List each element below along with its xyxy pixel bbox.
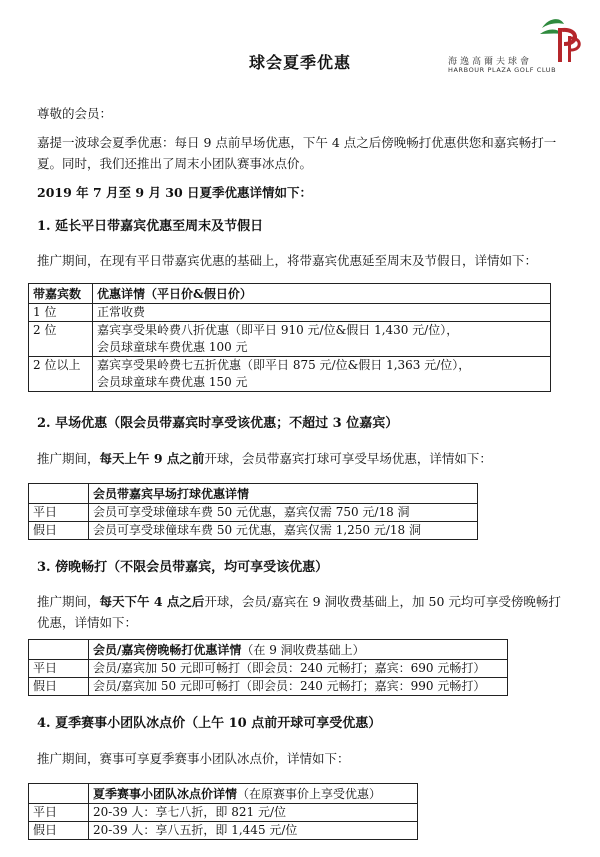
- table-cell: 1 位: [29, 304, 93, 322]
- table-cell: 平日: [29, 504, 89, 522]
- desc-text: 推广期间，: [37, 594, 100, 609]
- table-row: [29, 322, 551, 357]
- intro-paragraph: 嘉提一波球会夏季优惠：每日 9 点前早场优惠，下午 4 点之后傍晚畅打优惠供您和嘉宾畅打一夏。同时，我们还推出了周末小团队赛事冰点价。: [37, 135, 557, 171]
- table-header-cell: [29, 784, 89, 804]
- section-1-heading: 1. 延长平日带嘉宾优惠至周末及节假日: [37, 219, 264, 234]
- club-name-cn: 海逸高爾夫球會: [448, 57, 533, 67]
- desc-text: 开球，会员带嘉宾打球可享受早场优惠，详情如下：: [204, 451, 492, 466]
- table-cell: 假日: [29, 522, 89, 540]
- promo-period: 2019 年 7 月至 9 月 30 日夏季优惠详情如下：: [37, 185, 313, 200]
- table-row: [29, 822, 418, 840]
- table-cell: 2 位: [29, 322, 93, 357]
- cell-line: 嘉宾享受果岭费七五折优惠（即平日 875 元/位&假日 1,363 元/位），: [97, 358, 471, 372]
- table-cell: 2 位以上: [29, 357, 93, 392]
- cell-line: 会员球童球车费优惠 100 元: [97, 340, 248, 354]
- header-bold: 会员/嘉宾傍晚畅打优惠详情: [93, 643, 242, 657]
- table-row: [29, 357, 551, 392]
- table-header-row: [29, 784, 418, 804]
- cell-line: 会员球童球车费优惠 150 元: [97, 375, 248, 389]
- table-cell: 会员可享受球僮球车费 50 元优惠，嘉宾仅需 1,250 元/18 洞: [89, 522, 478, 540]
- club-name-en: HARBOUR PLAZA GOLF CLUB: [448, 66, 557, 74]
- table-header-row: [29, 284, 551, 304]
- section-3-table: [28, 639, 508, 696]
- table-header-row: [29, 640, 508, 660]
- table-row: [29, 522, 478, 540]
- table-cell: 会员/嘉宾加 50 元即可畅打（即会员：240 元畅打；嘉宾：690 元畅打）: [89, 660, 508, 678]
- table-row: [29, 804, 418, 822]
- table-header-cell: [89, 784, 418, 804]
- table-cell: 平日: [29, 804, 89, 822]
- header-normal: （在原赛事价上享受优惠）: [237, 787, 382, 801]
- table-header-row: [29, 484, 478, 504]
- table-row: [29, 678, 508, 696]
- table-cell: 假日: [29, 822, 89, 840]
- table-row: [29, 504, 478, 522]
- table-cell: [93, 357, 551, 392]
- table-cell: 平日: [29, 660, 89, 678]
- page-title: 球会夏季优惠: [248, 53, 351, 72]
- table-header-cell: 带嘉宾数: [29, 284, 93, 304]
- header-normal: （在 9 洞收费基础上）: [241, 643, 365, 657]
- greeting: 尊敬的会员：: [37, 106, 113, 121]
- desc-text: 推广期间，: [37, 451, 100, 466]
- table-header-cell: [89, 640, 508, 660]
- section-2-desc: [37, 448, 567, 469]
- table-cell: 会员/嘉宾加 50 元即可畅打（即会员：240 元畅打；嘉宾：990 元畅打）: [89, 678, 508, 696]
- table-cell: 20-39 人：享八五折，即 1,445 元/位: [89, 822, 418, 840]
- section-2-table: [28, 483, 478, 540]
- table-row: [29, 304, 551, 322]
- header-bold: 夏季赛事小团队冰点价详情: [93, 787, 238, 801]
- table-header-cell: 优惠详情（平日价&假日价）: [93, 284, 551, 304]
- table-header-cell: [29, 484, 89, 504]
- table-cell: [93, 322, 551, 357]
- section-4-table: [28, 783, 418, 840]
- section-2-heading: 2. 早场优惠（限会员带嘉宾时享受该优惠；不超过 3 位嘉宾）: [37, 416, 399, 431]
- table-header-cell: 会员带嘉宾早场打球优惠详情: [89, 484, 478, 504]
- section-4-heading: 4. 夏季赛事小团队冰点价（上午 10 点前开球可享受优惠）: [37, 716, 382, 731]
- table-cell: 20-39 人：享七八折，即 821 元/位: [89, 804, 418, 822]
- cell-line: 嘉宾享受果岭费八折优惠（即平日 910 元/位&假日 1,430 元/位），: [97, 323, 459, 337]
- section-1-desc: 推广期间，在现有平日带嘉宾优惠的基础上，将带嘉宾优惠延至周末及节假日，详情如下：: [37, 253, 538, 268]
- desc-emphasis: 每天上午 9 点之前: [99, 451, 205, 466]
- table-header-cell: [29, 640, 89, 660]
- section-3-heading: 3. 傍晚畅打（不限会员带嘉宾，均可享受该优惠）: [37, 560, 329, 575]
- table-cell: 会员可享受球僮球车费 50 元优惠，嘉宾仅需 750 元/18 洞: [89, 504, 478, 522]
- section-1-table: [28, 283, 551, 392]
- table-cell: 正常收费: [93, 304, 551, 322]
- desc-text: 开球，会员/嘉宾在 9 洞收费基础上，加 50 元均可享受傍晚畅打优惠，详情如下：: [37, 594, 561, 630]
- desc-emphasis: 每天下午 4 点之后: [99, 594, 205, 609]
- table-row: [29, 660, 508, 678]
- section-4-desc: 推广期间，赛事可享夏季赛事小团队冰点价，详情如下：: [37, 751, 350, 766]
- section-3-desc: [37, 591, 567, 633]
- table-cell: 假日: [29, 678, 89, 696]
